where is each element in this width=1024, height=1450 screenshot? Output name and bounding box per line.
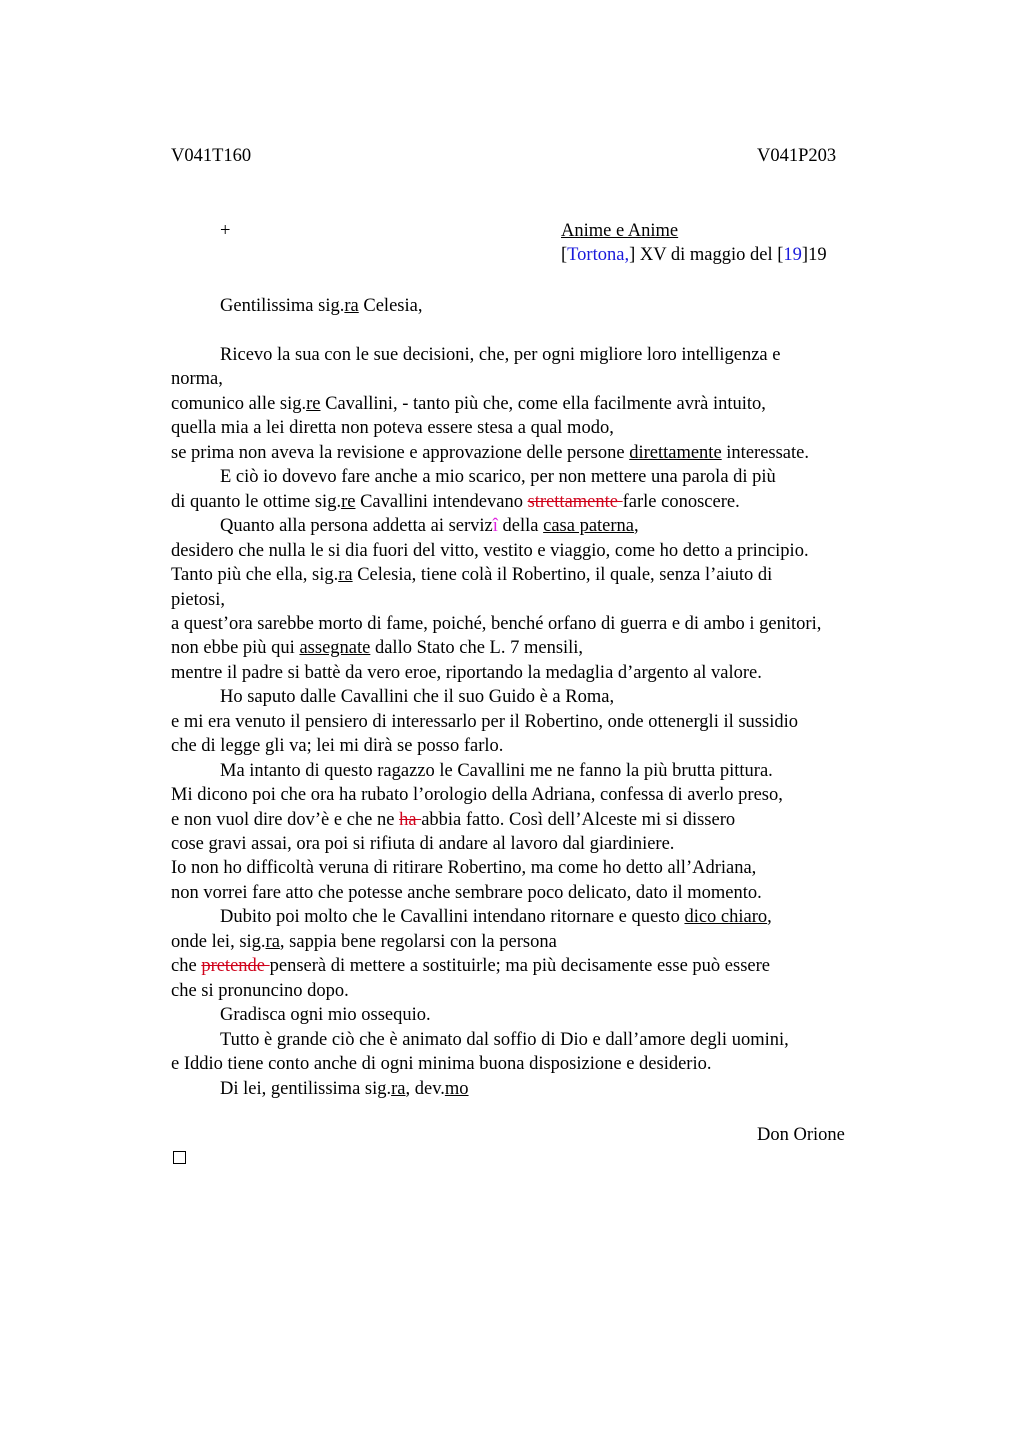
body-line: Dubito poi molto che le Cavallini intendano ritornare e questo dico chiaro,	[220, 907, 772, 927]
signature: Don Orione	[757, 1125, 845, 1145]
body-line: Tanto più che ella, sig.ra Celesia, tiene colà il Robertino, il quale, senza l’aiuto di	[171, 565, 773, 585]
body-line: che di legge gli va; lei mi dirà se posso farlo.	[171, 736, 504, 756]
body-line: se prima non aveva la revisione e approvazione delle persone direttamente interessate.	[171, 443, 809, 463]
checkbox-square-icon	[173, 1151, 186, 1164]
body-line: Ricevo la sua con le sue decisioni, che, per ogni migliore loro intelligenza e	[220, 345, 781, 365]
document-title: Anime e Anime	[561, 221, 679, 241]
body-line: E ciò io dovevo fare anche a mio scarico, per non mettere una parola di più	[220, 467, 776, 487]
body-line: e mi era venuto il pensiero di interessarlo per il Robertino, onde ottenergli il sussidio	[171, 712, 798, 732]
body-line: e Iddio tiene conto anche di ogni minima buona disposizione e desiderio.	[171, 1054, 712, 1074]
header-left-code: V041T160	[171, 146, 252, 166]
body-line: Gradisca ogni mio ossequio.	[220, 1005, 431, 1025]
body-line: cose gravi assai, ora poi si rifiuta di andare al lavoro dal giardiniere.	[171, 834, 675, 854]
deleted-text: strettamente	[527, 492, 623, 512]
body-line: Ho saputo dalle Cavallini che il suo Guido è a Roma,	[220, 687, 615, 707]
salutation: Gentilissima sig.ra Celesia,	[220, 296, 423, 316]
body-line: Io non ho difficoltà veruna di ritirare Robertino, ma come ho detto all’Adriana,	[171, 858, 757, 878]
cross-mark: +	[220, 221, 231, 241]
body-line: pietosi,	[171, 590, 225, 610]
accent-mark: î	[492, 516, 498, 536]
body-line: Ma intanto di questo ragazzo le Cavallini me ne fanno la più brutta pittura.	[220, 761, 773, 781]
body-line: e non vuol dire dov’è e che ne ha abbia fatto. Così dell’Alceste mi si dissero	[171, 810, 736, 830]
body-line: onde lei, sig.ra, sappia bene regolarsi con la persona	[171, 932, 557, 952]
body-line: che si pronuncino dopo.	[171, 981, 349, 1001]
body-line: che pretende penserà di mettere a sostituirle; ma più decisamente esse può essere	[171, 956, 770, 976]
body-line: a quest’ora sarebbe morto di fame, poiché, benché orfano di guerra e di ambo i genitori,	[171, 614, 822, 634]
closing-line: Di lei, gentilissima sig.ra, dev.mo	[220, 1079, 469, 1099]
body-line: mentre il padre si battè da vero eroe, riportando la medaglia d’argento al valore.	[171, 663, 762, 683]
deleted-text: ha	[399, 810, 422, 830]
body-line: Mi dicono poi che ora ha rubato l’orologio della Adriana, confessa di averlo preso,	[171, 785, 783, 805]
body-line: non vorrei fare atto che potesse anche sembrare poco delicato, dato il momento.	[171, 883, 762, 903]
body-line: Quanto alla persona addetta ai servizî della casa paterna,	[220, 516, 639, 536]
body-line: quella mia a lei diretta non poteva essere stesa a qual modo,	[171, 418, 614, 438]
deleted-text: pretende	[201, 956, 270, 976]
body-line: comunico alle sig.re Cavallini, - tanto più che, come ella facilmente avrà intuito,	[171, 394, 766, 414]
body-line: Tutto è grande ciò che è animato dal soffio di Dio e dall’amore degli uomini,	[220, 1030, 789, 1050]
header-right-code: V041P203	[757, 146, 837, 166]
dateline: [Tortona,] XV di maggio del [19]19	[561, 245, 827, 265]
body-line: norma,	[171, 369, 223, 389]
body-line: non ebbe più qui assegnate dallo Stato che L. 7 mensili,	[171, 638, 584, 658]
body-line: di quanto le ottime sig.re Cavallini intendevano strettamente farle conoscere.	[171, 492, 740, 512]
body-line: desidero che nulla le si dia fuori del vitto, vestito e viaggio, come ho detto a principio.	[171, 541, 809, 561]
